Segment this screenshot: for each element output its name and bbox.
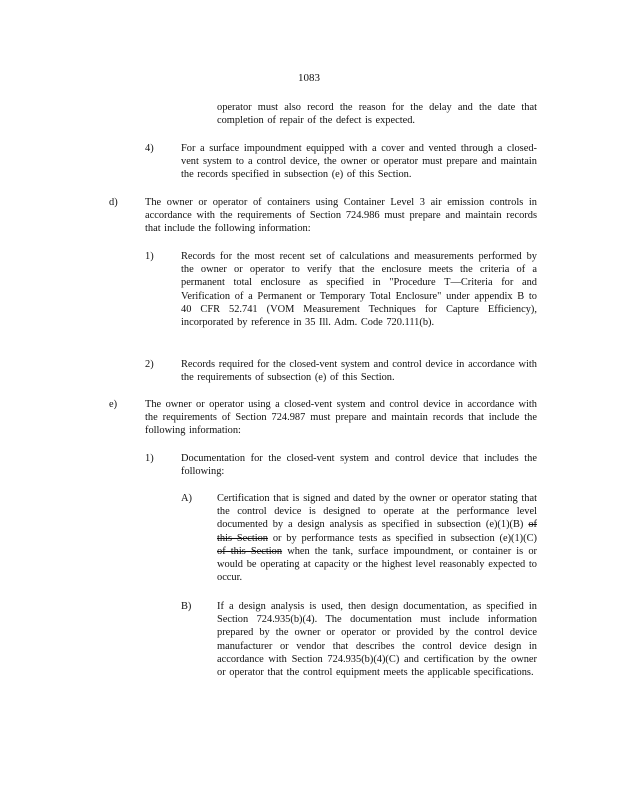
item-d1-text: Records for the most recent set of calculations and measurements performed by the owner or operator to verify that the enclosure meets the criteria of a permanent total enclosure as specified in "Procedure T—Criteria for and Verification of a Permanent or Temporary Total Enclosure" under appendix B to 40 CFR 52.741 (VOM Measurement Techniques for Capture Efficiency), incorporated by reference in 35 Ill. Adm. Code 720.111(b). — [181, 251, 537, 329]
item-d2-text: Records required for the closed-vent system and control device in accordance with the requirements of subsection (e) of this Section. — [181, 359, 537, 384]
item-d-label: d) — [109, 197, 118, 208]
item-e-label: e) — [109, 399, 118, 410]
item-d-text: The owner or operator of containers using Container Level 3 air emission controls in accordance with the requirements of Section 724.986 must prepare and maintain records that include the following information: — [145, 197, 537, 235]
item-c4-label: 4) — [145, 143, 154, 154]
item-e1a-label: A) — [181, 493, 192, 504]
item-e1a-struck2: of this Section — [217, 545, 283, 557]
continuation-paragraph: operator must also record the reason for the delay and the date that completion of repair of the defect is expected. — [217, 102, 537, 127]
page-number: 1083 — [298, 72, 320, 84]
item-e-text: The owner or operator using a closed-vent system and control device in accordance with the requirements of Section 724.987 must prepare and maintain records that include the following information: — [145, 399, 537, 437]
item-c4-text: For a surface impoundment equipped with a cover and vented through a closed-vent system to a control device, the owner or operator must prepare and maintain the records specified in subsection (e) of this Section. — [181, 143, 537, 181]
item-e1a-struck1: of this Section — [217, 519, 537, 544]
item-e1b-label: B) — [181, 601, 192, 612]
item-e1a-part2: or by performance tests as specified in subsection (e)(1)(C) — [272, 532, 537, 544]
item-d2-label: 2) — [145, 359, 154, 370]
item-e1a-part1: Certification that is signed and dated by the owner or operator stating that the control device is designed to operate at the performance level documented by a design analysis as specified in subsection (e)(1)(B) — [217, 493, 537, 531]
item-d1-label: 1) — [145, 251, 154, 262]
item-e1-label: 1) — [145, 453, 154, 464]
item-e1-text: Documentation for the closed-vent system and control device that includes the following: — [181, 453, 537, 478]
item-e1a-part3: when the tank, surface impoundment, or container is or would be operating at capacity or the highest level reasonably expected to occur. — [217, 545, 537, 584]
item-e1b-text: If a design analysis is used, then design documentation, as specified in Section 724.935(b)(4). The documentation must include information prepared by the owner or operator or provided by the control device manufacturer or vendor that describes the control device design in accordance with Section 724.935(b)(4)(C) and certification by the owner or operator that the control equipment meets the applicable specifications. — [217, 601, 537, 679]
item-e1a-text — [217, 492, 537, 584]
